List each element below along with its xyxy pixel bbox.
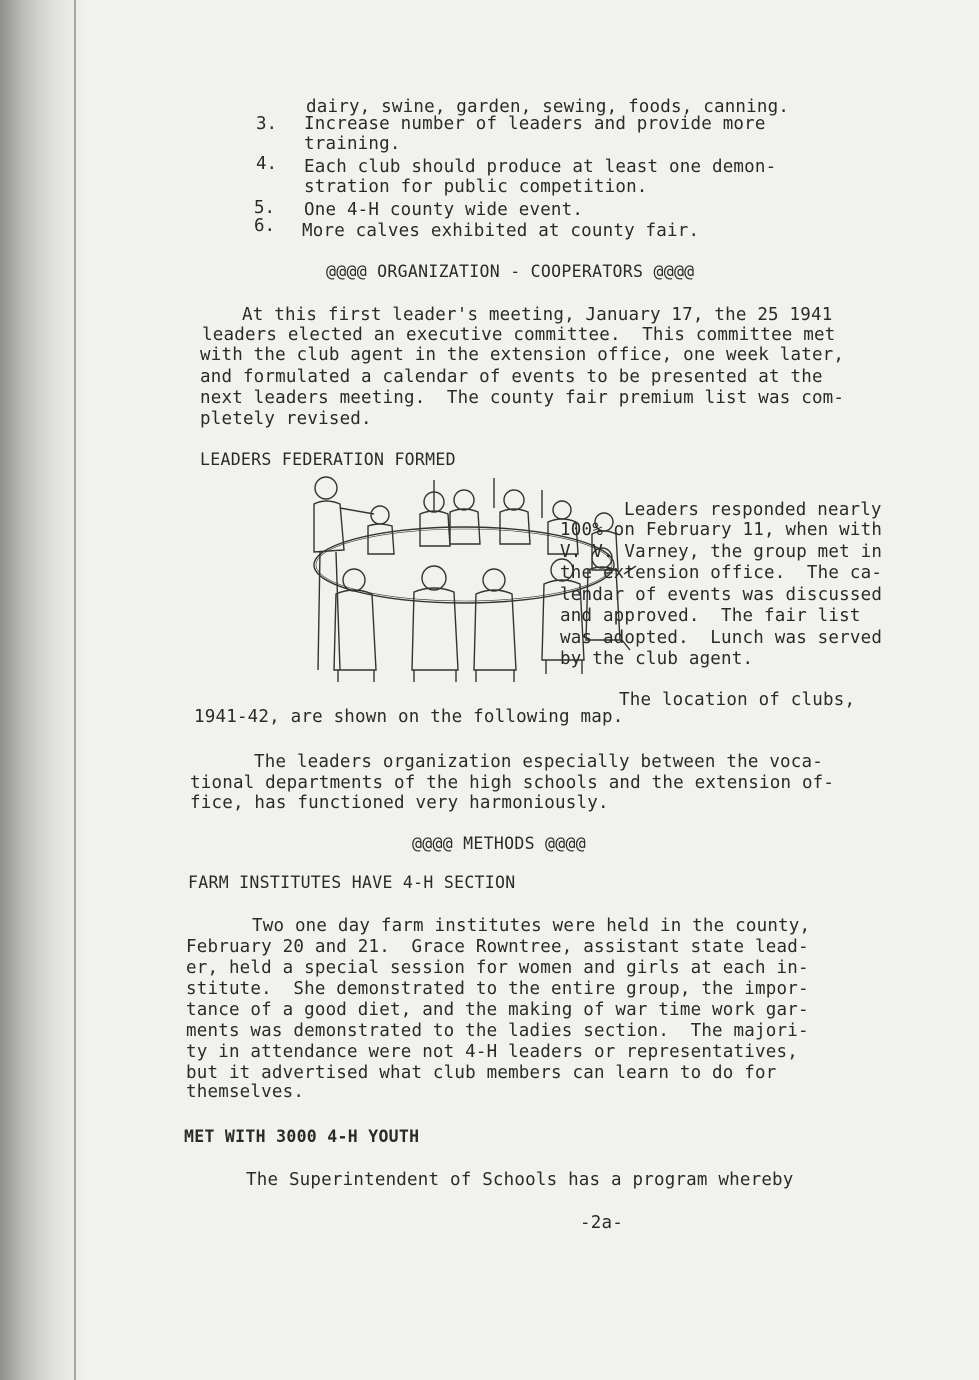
paragraph-line: ty in attendance were not 4-H leaders or representatives, [186,1042,798,1062]
list-item-line: Increase number of leaders and provide more [304,114,766,134]
federation-side-line: lendar of events was discussed [560,585,883,605]
page-number: -2a- [580,1213,623,1233]
list-item-line: Each club should produce at least one demon- [304,157,777,177]
federation-side-line: and approved. The fair list [560,606,861,626]
paragraph-line: and formulated a calendar of events to be presented at the [200,367,823,387]
list-continuation: dairy, swine, garden, sewing, foods, canning. [306,97,790,117]
list-item-line: One 4-H county wide event. [304,200,584,220]
paragraph-line: ments was demonstrated to the ladies section. The majori- [186,1021,809,1041]
section-heading-youth: MET WITH 3000 4-H YOUTH [184,1127,420,1146]
section-heading-methods: @@@@ METHODS @@@@ [412,834,586,853]
paragraph-line: er, held a special session for women and girls at each in- [186,958,809,978]
federation-side-line: V. V. Varney, the group met in [560,542,883,562]
paragraph-line: pletely revised. [200,409,372,429]
federation-side-line: the extension office. The ca- [560,563,883,583]
paragraph-line: themselves. [186,1082,305,1102]
section-heading-farm-institutes: FARM INSTITUTES HAVE 4-H SECTION [188,873,516,892]
paragraph-line: At this first leader's meeting, January 17, the 25 1941 [242,305,833,325]
location-line: The location of clubs, [619,690,856,710]
federation-side-line: by the club agent. [560,649,754,669]
list-item-line: stration for public competition. [304,177,648,197]
paragraph-line: tional departments of the high schools and the extension of- [190,773,835,793]
paragraph-line: stitute. She demonstrated to the entire group, the impor- [186,979,809,999]
book-binding-edge [0,0,84,1380]
paragraph-line: The Superintendent of Schools has a program whereby [246,1170,794,1190]
location-line: 1941-42, are shown on the following map. [194,707,624,727]
paragraph-line: fice, has functioned very harmoniously. [190,793,609,813]
list-item-number: 6. [254,216,276,236]
paragraph-line: but it advertised what club members can learn to do for [186,1063,777,1083]
list-item-line: training. [304,134,401,154]
paragraph-line: February 20 and 21. Grace Rowntree, assistant state lead- [186,937,809,957]
federation-side-line: was adopted. Lunch was served [560,628,883,648]
list-item-number: 4. [256,154,278,174]
section-heading-organization: @@@@ ORGANIZATION - COOPERATORS @@@@ [326,262,695,281]
paragraph-line: Two one day farm institutes were held in the county, [252,916,811,936]
list-item-line: More calves exhibited at county fair. [302,221,700,241]
paragraph-line: with the club agent in the extension office, one week later, [200,345,845,365]
section-heading-leaders-federation: LEADERS FEDERATION FORMED [200,450,456,469]
paper-sheet [84,0,979,1380]
list-item-number: 3. [256,114,278,134]
federation-side-line: 100% on February 11, when with [560,520,883,540]
paragraph-line: The leaders organization especially between the voca- [254,752,824,772]
list-item-number: 5. [254,198,276,218]
paragraph-line: tance of a good diet, and the making of war time work gar- [186,1000,809,1020]
federation-side-line: Leaders responded nearly [624,500,882,520]
paragraph-line: leaders elected an executive committee. This committee met [202,325,836,345]
paragraph-line: next leaders meeting. The county fair premium list was com- [200,388,845,408]
